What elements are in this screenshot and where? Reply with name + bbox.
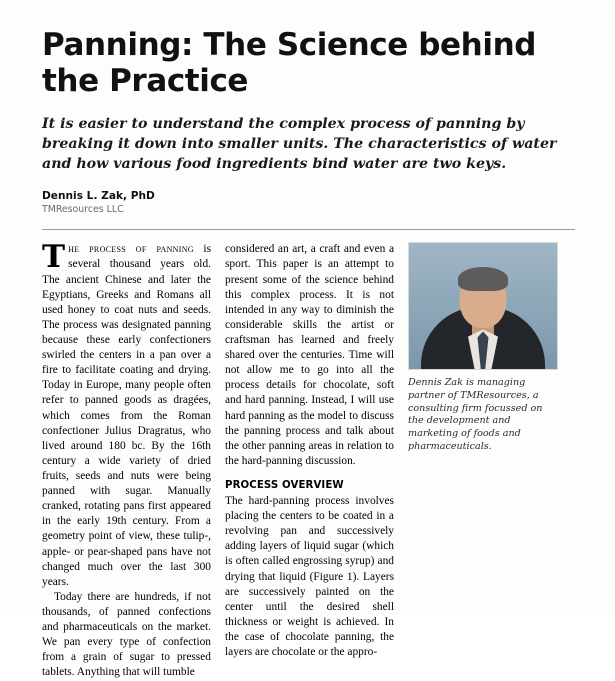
author-name: Dennis L. Zak, PhD bbox=[42, 190, 155, 203]
paragraph-text: is several thousand years old. The ancient Chinese and later the Egyptians, Greeks and Romans all used honey to coat nuts and seeds. The process was designated panning because these early confectioners swirled the centers in a pan over a fire to facilitate coating and drying. Today in Europe, many people often refer to panned goods as dragées, which comes from the Roman confectioner Julius Dragratus, who lived around 180 bc. By the 16th century a wide variety of dried fruits, seeds and nuts were being panned with sugar. Manually cranked, rotating pans first appeared in the early 19th century. From a geometry point of view, these tulip-, apple- or pear-shaped pans have not changed much over the last 300 years. bbox=[42, 243, 211, 588]
header-divider bbox=[42, 229, 575, 230]
paragraph: considered an art, a craft and even a sport. This paper is an attempt to present some of the science behind this complex process. It is not intended in any way to diminish the considerable skills the artist or craftsman has learned and freely shared over the centuries. Time will not allow me to go into all the process details for chocolate, soft and hard panning. Instead, I will use hard panning as the model to discuss the panning process and talk about the other panning areas in relation to the hard-panning discussion. bbox=[225, 243, 394, 467]
column-right bbox=[408, 242, 558, 453]
column-middle bbox=[225, 242, 394, 660]
page-title: Panning: The Science behind the Practice bbox=[42, 27, 537, 99]
paragraph: Today there are hundreds, if not thousands, of panned confections and pharmaceuticals on the market. We pan every type of confection from a grain of sugar to pressed tablets. Anything that will tumble bbox=[42, 590, 211, 679]
portrait-hair bbox=[458, 267, 508, 291]
paragraph: The hard-panning process involves placing the centers to be coated in a revolving pan and successively adding layers of liquid sugar (which is often called engrossing syrup) and drying that liquid (Figure 1). Layers are successively painted on the center until the desired shell thickness or weight is achieved. In the case of chocolate panning, the layers are chocolate or the appro- bbox=[225, 495, 394, 659]
paragraph bbox=[42, 239, 211, 590]
article-deck: It is easier to understand the complex process of panning by breaking it down into smaller units. The characteristics of water and how various food ingredients bind water are two keys. bbox=[42, 115, 557, 173]
author-portrait-image bbox=[408, 242, 558, 370]
section-heading: PROCESS OVERVIEW bbox=[225, 480, 344, 492]
drop-cap: T bbox=[42, 239, 66, 276]
opening-smallcaps: he process of panning bbox=[68, 243, 194, 256]
photo-caption: Dennis Zak is managing partner of TMResources, a consulting firm focussed on the development and marketing of foods and pharmaceuticals. bbox=[408, 377, 543, 452]
author-photo-box bbox=[408, 242, 558, 453]
author-affiliation: TMResources LLC bbox=[42, 204, 124, 216]
